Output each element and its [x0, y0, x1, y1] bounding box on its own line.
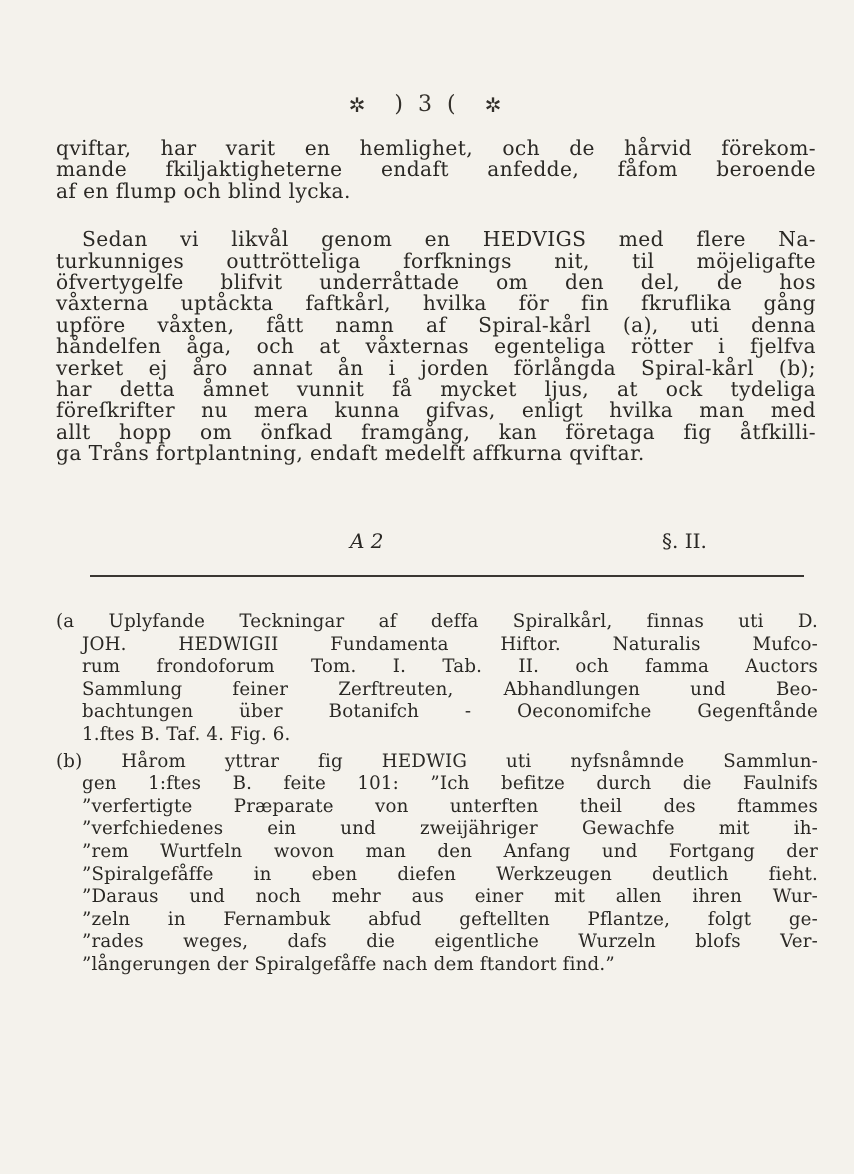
footnote-line: rum frondoforum Tom. I. Tab. II. och famma Auctors: [82, 656, 818, 678]
main-text: [56, 138, 816, 465]
footnote-line: ”rem Wurtfeln wovon man den Anfang und Fortgang der: [82, 840, 818, 862]
footnote-b: [56, 751, 818, 977]
signature-mark: A 2: [350, 529, 384, 553]
footnote-line: ”rades weges, dafs die eigentliche Wurzeln blofs Ver-: [82, 931, 818, 953]
text-line: verket ej åro annat ån i jorden förlångda Spiral-kårl (b);: [56, 355, 816, 380]
text-line: qviftar, har varit en hemlighet, och de hårvid förekom-: [56, 136, 816, 160]
text-line: ga Tråns fortplantning, endaft medelft affkurna qviftar.: [56, 441, 645, 466]
footnote-line: ”långerungen der Spiralgefåffe nach dem ftandort find.”: [82, 953, 615, 975]
footnote-line: (b) Hårom yttrar fig HEDWIG uti nyfsnåmnde Sammlun-: [56, 750, 818, 772]
text-line: mande fkiljaktigheterne endaft anfedde, fåfom beroende: [56, 157, 816, 182]
footnote-line: ”Spiralgefåffe in eben diefen Werkzeugen deutlich fieht.: [82, 863, 818, 885]
text-line: våxterna uptåckta faftkårl, hvilka för fin fkruflika gång: [56, 291, 816, 316]
footnote-line: ”zeln in Fernambuk abfud geftellten Pflantze, folgt ge-: [82, 908, 818, 930]
footnote-divider: [90, 575, 804, 577]
text-line: upföre våxten, fått namn af Spiral-kårl (a), uti denna: [56, 312, 816, 337]
footnote-line: ”verfchiedenes ein und zweijähriger Gewachfe mit ih-: [82, 818, 818, 840]
footnote-line: bachtungen über Botanifch - Oeconomifche Gegenftånde: [82, 701, 818, 723]
catchword-section: §. II.: [662, 529, 707, 553]
footnote-line: gen 1:ftes B. feite 101: ”Ich befitze durch die Faulnifs: [82, 773, 818, 795]
text-line: har detta åmnet vunnit få mycket ljus, at ock tydeliga: [56, 377, 816, 402]
footnote-line: ”Daraus und noch mehr aus einer mit allen ihren Wur-: [82, 886, 818, 908]
star-ornament-icon: ✲: [484, 93, 506, 117]
footnote-line: ”verfertigte Præparate von unterften theil des ftammes: [82, 795, 818, 817]
text-line: öfvertygelfe blifvit underråttade om den del, de hos: [56, 270, 816, 295]
footnote-line: Sammlung feiner Zerftreuten, Abhandlungen und Beo-: [82, 678, 818, 700]
text-line: allt hopp om önfkad framgång, kan företaga fig åtfkilli-: [56, 419, 816, 444]
text-line: föreſkrifter nu mera kunna gifvas, enligt hvilka man med: [56, 398, 816, 423]
page-number: ) 3 (: [394, 92, 460, 117]
footnote-line: 1.ftes B. Taf. 4. Fig. 6.: [82, 723, 291, 745]
text-line: turkunniges outtrötteliga forfknings nit, til möjeligafte: [56, 248, 816, 273]
text-line: Sedan vi likvål genom en HEDVIGS med flere Na-: [82, 227, 816, 252]
footnote-a: [56, 611, 818, 747]
footnote-line: JOH. HEDWIGII Fundamenta Hiftor. Naturalis Mufco-: [82, 633, 818, 655]
page-header: [0, 92, 854, 117]
paragraph-2: [56, 229, 816, 464]
text-line: håndelfen åga, och at våxternas egenteliga rötter i fjelfva: [56, 334, 816, 359]
text-line: af en flump och blind lycka.: [56, 178, 351, 203]
star-ornament-icon: ✲: [348, 93, 370, 117]
footnotes: [56, 611, 818, 977]
footnote-line: (a Uplyfande Teckningar af deffa Spiralkårl, finnas uti D.: [56, 611, 818, 632]
paragraph-1: [56, 138, 816, 202]
